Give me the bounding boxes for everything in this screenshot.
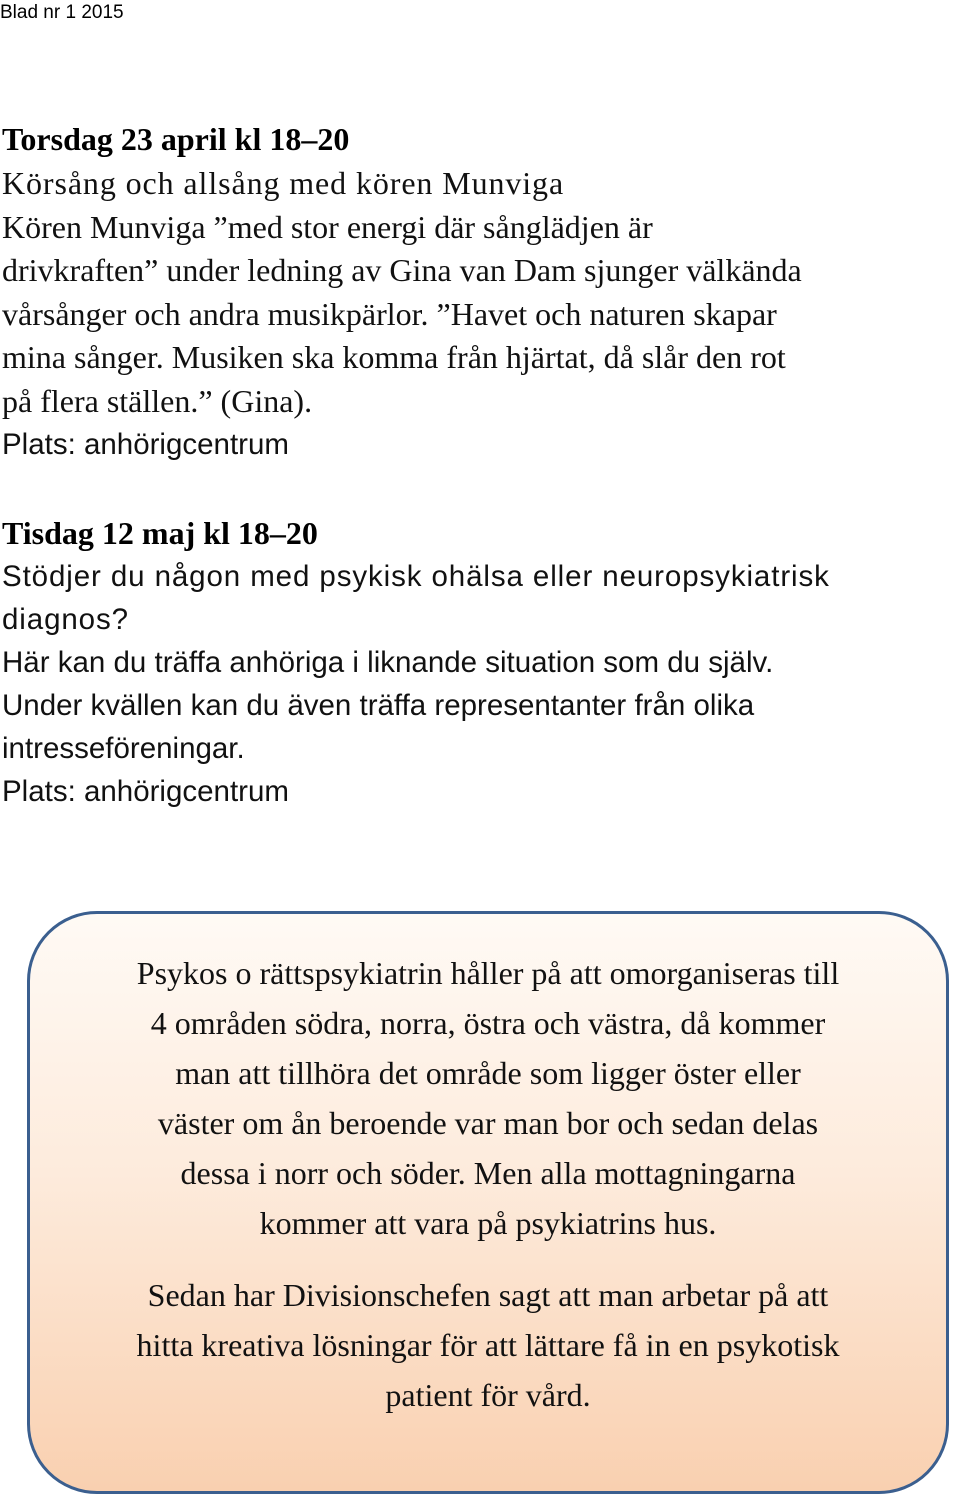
info-text-line: patient för vård. bbox=[385, 1377, 591, 1413]
event-place: Plats: anhörigcentrum bbox=[2, 775, 289, 808]
event-choir-singing bbox=[2, 117, 952, 466]
event-text-line: Körsång och allsång med kören Munviga bbox=[2, 165, 565, 201]
info-text-line: Sedan har Divisionschefen sagt att man arbetar på att bbox=[147, 1277, 829, 1313]
event-text-line: Kören Munviga ”med stor energi där sånglädjen är bbox=[2, 208, 653, 245]
event-text-line: intresseföreningar. bbox=[2, 732, 245, 765]
event-text-line: Under kvällen kan du även träffa representanter från olika bbox=[2, 689, 755, 722]
event-title: Torsdag 23 april kl 18–20 bbox=[2, 121, 350, 157]
info-text-line: hitta kreativa lösningar för att lättare få in en psykotisk bbox=[136, 1327, 840, 1363]
info-text-line: Psykos o rättspsykiatrin håller på att omorganiseras till bbox=[136, 955, 840, 991]
info-text-line: 4 områden södra, norra, östra och västra, då kommer bbox=[150, 1005, 826, 1041]
event-text-line: mina sånger. Musiken ska komma från hjärtat, då slår den rot bbox=[2, 339, 786, 375]
info-text-line: man att tillhöra det område som ligger öster eller bbox=[175, 1055, 801, 1091]
event-text-line: Här kan du träffa anhöriga i liknande situation som du själv. bbox=[2, 646, 774, 679]
info-text-line: dessa i norr och söder. Men alla mottagningarna bbox=[180, 1155, 796, 1191]
event-relatives-meeting bbox=[2, 511, 952, 813]
info-text-line: kommer att vara på psykiatrins hus. bbox=[259, 1205, 717, 1241]
info-paragraph-division-chief bbox=[30, 1270, 946, 1420]
event-text-line: vårsånger och andra musikpärlor. ”Havet och naturen skapar bbox=[2, 295, 777, 332]
event-title: Tisdag 12 maj kl 18–20 bbox=[2, 515, 318, 551]
event-place: Plats: anhörigcentrum bbox=[2, 428, 289, 461]
event-text-line: på flera ställen.” (Gina). bbox=[2, 382, 313, 419]
event-text-line: drivkraften” under ledning av Gina van Dam sjunger välkända bbox=[2, 252, 802, 288]
page-header-issue: Blad nr 1 2015 bbox=[0, 2, 124, 23]
event-question-line: Stödjer du någon med psykisk ohälsa eller neuropsykiatrisk bbox=[2, 560, 830, 593]
info-text-line: väster om ån beroende var man bor och sedan delas bbox=[157, 1105, 819, 1141]
info-paragraph-reorganization bbox=[30, 948, 946, 1248]
event-question-line: diagnos? bbox=[2, 603, 129, 636]
info-box-reorganization bbox=[27, 911, 949, 1494]
